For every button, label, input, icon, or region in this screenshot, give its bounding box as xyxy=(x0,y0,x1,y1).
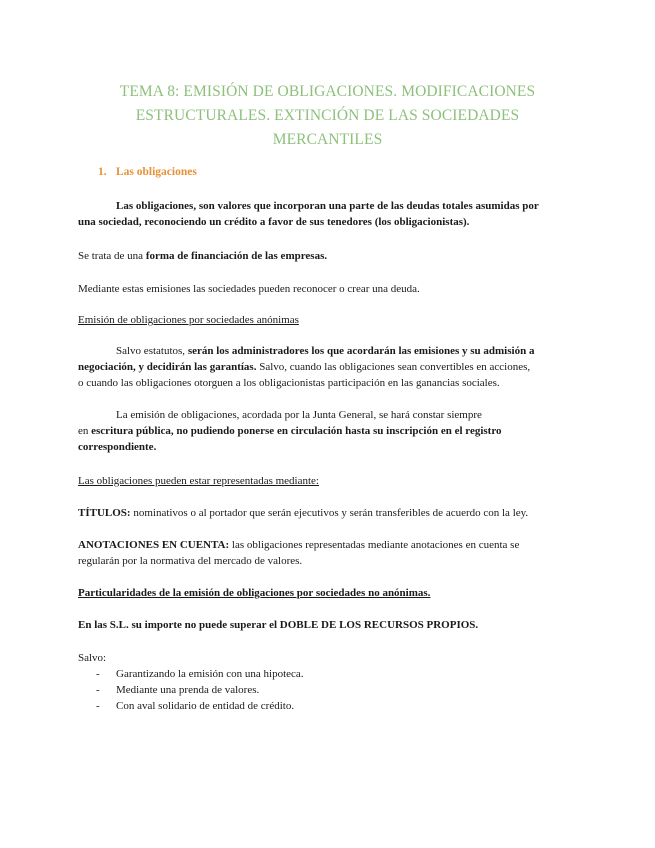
list-item xyxy=(78,682,304,698)
emissions-text: Mediante estas emisiones las sociedades pueden reconocer o crear una deuda. xyxy=(78,283,420,295)
title-line-3: MERCANTILES xyxy=(272,131,383,148)
list-item-text: Mediante una prenda de valores. xyxy=(116,684,260,696)
paragraph-sl xyxy=(78,617,578,633)
section-label: Las obligaciones xyxy=(116,166,197,178)
junta-text-2: en xyxy=(78,425,92,437)
administrators-line-2 xyxy=(78,359,578,375)
paragraph-financing xyxy=(78,248,578,264)
subheading-representation xyxy=(78,473,578,489)
no-anonimas-text: Particularidades de la emisión de obligaciones por sociedades no anónimas. xyxy=(78,587,431,599)
salvo-list xyxy=(78,666,304,714)
paragraph-definition xyxy=(78,198,578,230)
list-item-text: Con aval solidario de entidad de crédito. xyxy=(116,700,295,712)
definition-line-1: Las obligaciones, son valores que incorporan una parte de las deudas totales asumidas por xyxy=(116,200,539,212)
section-heading xyxy=(98,166,197,178)
administrators-text-1: Salvo estatutos, xyxy=(116,345,188,357)
title-line-2: ESTRUCTURALES. EXTINCIÓN DE LAS SOCIEDADES xyxy=(135,107,520,124)
junta-line-1: La emisión de obligaciones, acordada por la Junta General, se hará constar siempre xyxy=(116,409,482,421)
subheading-sa-text: Emisión de obligaciones por sociedades anónimas xyxy=(78,314,299,326)
administrators-bold-2: negociación, y decidirán las garantías. xyxy=(78,361,257,373)
paragraph-emissions xyxy=(78,281,578,297)
administrators-bold-1: serán los administradores los que acordarán las emisiones y su admisión a xyxy=(187,345,535,357)
representation-text: Las obligaciones pueden estar representadas mediante: xyxy=(78,475,319,487)
subheading-sa xyxy=(78,312,578,328)
paragraph-junta xyxy=(78,407,578,455)
junta-bold-2: escritura pública, no pudiendo ponerse en circulación hasta su inscripción en el registro xyxy=(91,425,502,437)
section-number: 1. xyxy=(98,166,107,178)
salvo-text: Salvo: xyxy=(78,652,107,664)
titulos-text: nominativos o al portador que serán ejecutivos y serán transferibles de acuerdo con la ley. xyxy=(130,507,529,519)
paragraph-administrators xyxy=(78,343,578,391)
financing-text: Se trata de una xyxy=(78,250,146,262)
paragraph-anotaciones xyxy=(78,537,578,569)
dash-icon: - xyxy=(96,700,100,712)
junta-line-2 xyxy=(78,423,578,439)
list-item-text: Garantizando la emisión con una hipoteca. xyxy=(116,668,304,680)
anotaciones-line-2: regularán por la normativa del mercado de valores. xyxy=(78,555,303,567)
list-item xyxy=(78,698,304,714)
administrators-text-2: Salvo, cuando las obligaciones sean convertibles en acciones, xyxy=(256,361,531,373)
junta-line-3: correspondiente. xyxy=(78,441,157,453)
anotaciones-label: ANOTACIONES EN CUENTA: xyxy=(78,539,230,551)
dash-icon: - xyxy=(96,684,100,696)
financing-bold: forma de financiación de las empresas. xyxy=(145,250,328,262)
anotaciones-text-1: las obligaciones representadas mediante anotaciones en cuenta se xyxy=(229,539,520,551)
administrators-line-1 xyxy=(78,343,578,359)
dash-icon: - xyxy=(96,668,100,680)
page-title xyxy=(60,80,595,152)
title-line-1: TEMA 8: EMISIÓN DE OBLIGACIONES. MODIFICACIONES xyxy=(119,83,536,100)
definition-line-2: una sociedad, reconociendo un crédito a favor de sus tenedores (los obligacionistas). xyxy=(78,216,470,228)
subheading-no-anonimas xyxy=(78,585,578,601)
sl-text: En las S.L. su importe no puede superar el DOBLE DE LOS RECURSOS PROPIOS. xyxy=(78,619,479,631)
titulos-label: TÍTULOS: xyxy=(78,507,131,519)
paragraph-titulos xyxy=(78,505,578,521)
anotaciones-line-1 xyxy=(78,537,578,553)
salvo-label xyxy=(78,650,578,666)
administrators-line-3: o cuando las obligaciones otorguen a los obligacionistas participación en las ganancias sociales. xyxy=(78,377,500,389)
list-item xyxy=(78,666,304,682)
